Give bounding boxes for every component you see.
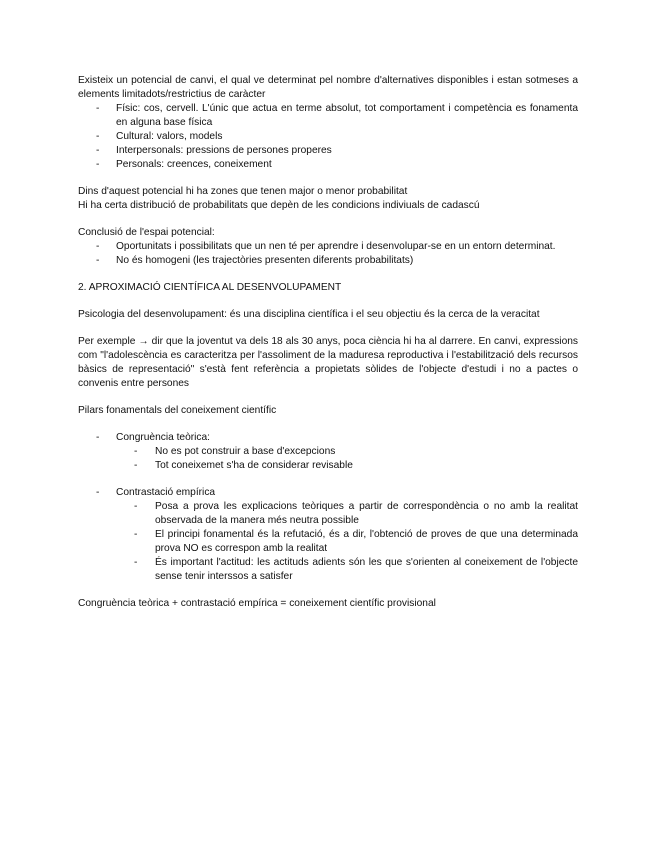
pillars-title: Pilars fonamentals del coneixement científic xyxy=(78,405,277,416)
list-item: - Personals: creences, coneixement xyxy=(78,158,578,172)
list-item: - Oportunitats i possibilitats que un nen té per aprendre i desenvolupar-se en un entorn determinat. xyxy=(78,240,578,254)
list-item: - Interpersonals: pressions de persones properes xyxy=(78,144,578,158)
pillar-title-empirical: - Contrastació empírica xyxy=(78,486,578,500)
intro-paragraph: Existeix un potencial de canvi, el qual ve determinat pel nombre d'alternatives disponibles i estan sotmeses a elements limitadots/restrictius de caràcter xyxy=(78,75,578,100)
list-item: - És important l'actitud: les actituds adients són les que s'orienten al coneixement de l'objecte sense tenir interssos a satisfer xyxy=(78,556,578,584)
probability-line-2: Hi ha certa distribució de probabilitats que depèn de les condicions indiviuals de cadascú xyxy=(78,200,480,211)
list-item: - Posa a prova les explicacions teòriques a partir de correspondència o no amb la realitat observada de la manera més neutra possible xyxy=(78,500,578,528)
limiting-elements-list xyxy=(78,102,578,172)
definition-paragraph: Psicologia del desenvolupament: és una disciplina científica i el seu objectiu és la cerca de la veracitat xyxy=(78,309,540,320)
conclusion-list xyxy=(78,240,578,268)
list-item: - Cultural: valors, models xyxy=(78,130,578,144)
document-page xyxy=(78,74,578,611)
pillar2-list xyxy=(78,500,578,584)
section-heading: 2. APROXIMACIÓ CIENTÍFICA AL DESENVOLUPAMENT xyxy=(78,282,342,293)
conclusion-title: Conclusió de l'espai potencial: xyxy=(78,227,215,238)
pillar1-list xyxy=(78,445,578,473)
list-item: - No és homogeni (les trajectòries presenten diferents probabilitats) xyxy=(78,254,578,268)
list-item: - El principi fonamental és la refutació, és a dir, l'obtenció de proves de que una determinada prova NO es correspon amb la realitat xyxy=(78,528,578,556)
list-item: - No es pot construir a base d'excepcions xyxy=(78,445,578,459)
formula-line: Congruència teòrica + contrastació empírica = coneixement científic provisional xyxy=(78,598,436,609)
example-paragraph: Per exemple → dir que la joventut va dels 18 als 30 anys, poca ciència hi ha al darrere. En canvi, expressions com "l'adolescència es caracteritza per l'assoliment de la maduresa reproductiva i l'estabilització dels recursos bàsics de representació" s'està fent referència a propietats sòlides de l'objecte d'estudi i no a pactes o convenis entre persones xyxy=(78,336,578,389)
probability-line-1: Dins d'aquest potencial hi ha zones que tenen major o menor probabilitat xyxy=(78,186,408,197)
list-item: - Tot coneixemet s'ha de considerar revisable xyxy=(78,459,578,473)
list-item: - Físic: cos, cervell. L'únic que actua en terme absolut, tot comportament i competència es fonamenta en alguna base física xyxy=(78,102,578,130)
pillar-title-theoretical: - Congruència teòrica: xyxy=(78,431,578,445)
